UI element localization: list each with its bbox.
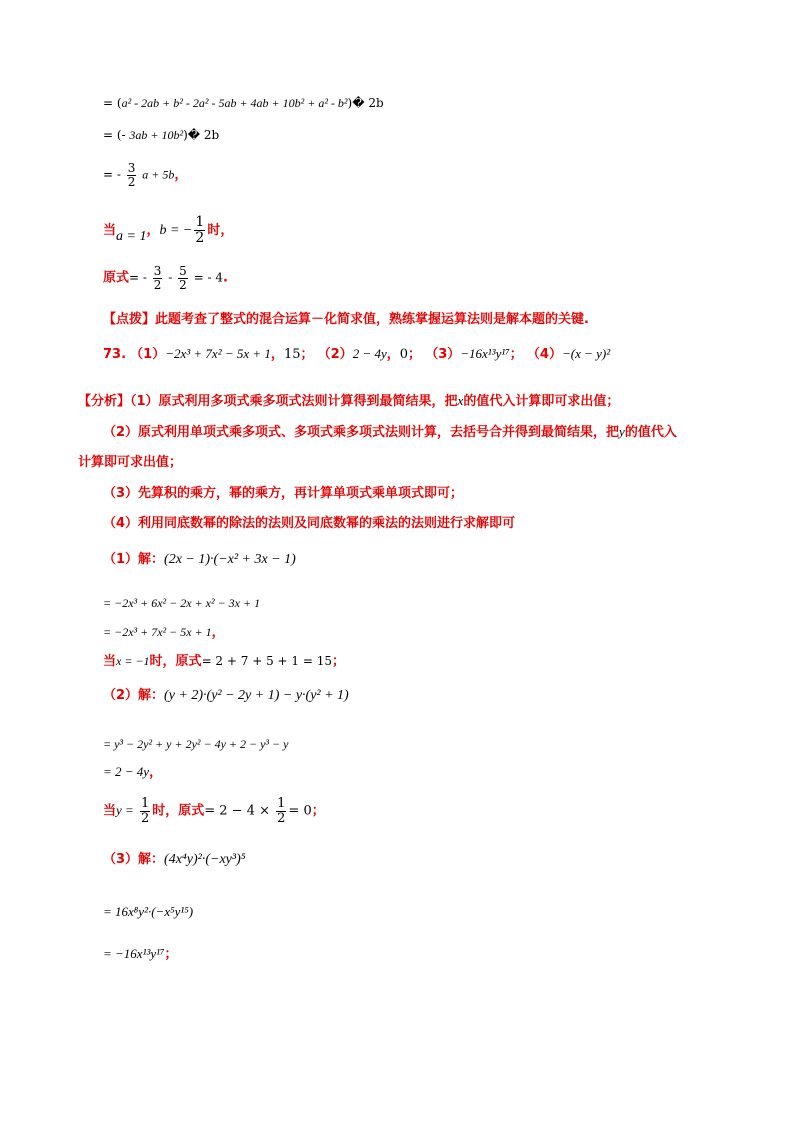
fraction: $\frac{3}{2}$ (153, 264, 162, 292)
solution-2-step-1: = y³ − 2y² + y + 2y² − 4y + 2 − y³ − y (103, 737, 289, 751)
solution-2-substitution: 当y = $\frac{1}{2}$ 时，原式= 2 − 4 × $\frac{1}{2}$ = 0； (103, 796, 325, 826)
solution-3-step-2: = −16x¹³y¹⁷； (103, 946, 178, 962)
tip-note: 【点拨】此题考查了整式的混合运算－化简求值，熟练掌握运算法则是解本题的关键. (103, 312, 589, 327)
analysis-line-2: （2）原式利用单项式乘多项式、多项式乘多项式法则计算，去括号合并得到最简结果，把y的值代入 (103, 424, 677, 440)
step-expand-line: = (a² - 2ab + b² - 2a² - 5ab + 4ab + 10b² + a² - b²)� 2b (103, 96, 384, 110)
analysis-line-5: （4）利用同底数幂的除法的法则及同底数幂的乘法的法则进行求解即可 (103, 516, 516, 531)
step-simplified-line: = - $\frac{3}{2}$ a + 5b， (103, 161, 188, 189)
solution-1-header: （1）解：(2x − 1)·(−x² + 3x − 1) (103, 552, 296, 567)
solution-3-step-1: = 16x⁸y²·(−x⁵y¹⁵) (103, 904, 194, 919)
fraction: $\frac{3}{2}$ (127, 161, 136, 189)
step-combine-line: = (- 3ab + 10b²)� 2b (103, 128, 220, 142)
fraction: $\frac{5}{2}$ (179, 264, 187, 292)
fraction: $\frac{1}{2}$ (277, 796, 286, 826)
analysis-line-1: 【分析】（1）原式利用多项式乘多项式法则计算得到最简结果，把x的值代入计算即可求出值； (78, 393, 620, 409)
substitution-line: 当a = 1，b = − $\frac{1}{2}$ 时， (103, 214, 234, 246)
answer-73-line: 73. （1）−2x³ + 7x² − 5x + 1，15； （2）2 − 4y，0； （3）−16x¹³y¹⁷； （4）−(x − y)² (103, 346, 611, 362)
solution-1-substitution: 当x = −1时，原式= 2 + 7 + 5 + 1 = 15； (103, 654, 345, 669)
solution-1-step-2: = −2x³ + 7x² − 5x + 1， (103, 625, 225, 640)
solution-1-step-1: = −2x³ + 6x² − 2x + x² − 3x + 1 (103, 596, 261, 610)
solution-2-header: （2）解：(y + 2)·(y² − 2y + 1) − y·(y² + 1) (103, 688, 349, 703)
analysis-line-3: 计算即可求出值； (78, 455, 183, 470)
solution-2-step-2: = 2 − 4y， (103, 764, 163, 780)
result-line: 原式= - $\frac{3}{2}$ - $\frac{5}{2}$ = - 4. (103, 264, 228, 292)
solution-3-header: （3）解：(4x⁴y)²·(−xy³)⁵ (103, 852, 246, 867)
fraction: $\frac{1}{2}$ (195, 214, 205, 246)
analysis-line-4: （3）先算积的乘方，幂的乘方，再计算单项式乘单项式即可； (103, 486, 464, 501)
fraction: $\frac{1}{2}$ (140, 796, 150, 826)
